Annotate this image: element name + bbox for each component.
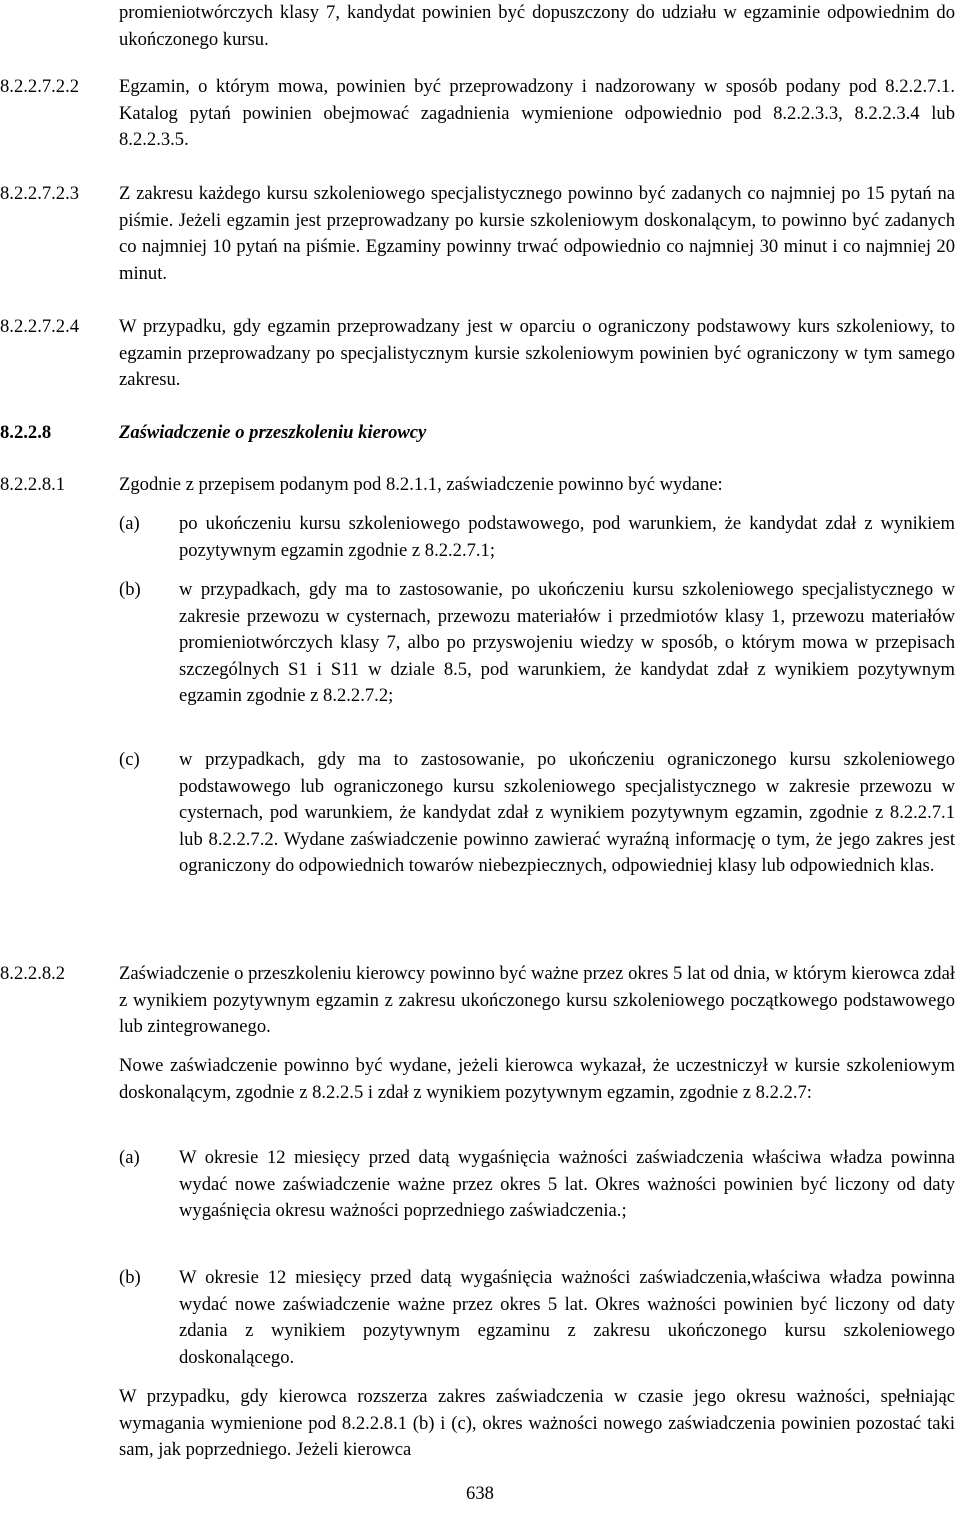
paragraph-text: Nowe zaświadczenie powinno być wydane, jeżeli kierowca wykazał, że uczestniczył w kursie szkoleniowym doskonalącym, zgodnie z 8.2.2.5 i zdał z wynikiem pozytywnym egzamin, zgodnie z 8.2.2.7: xyxy=(119,1055,955,1103)
list-item-label: (c) xyxy=(119,749,140,770)
paragraph-text: W przypadku, gdy kierowca rozszerza zakres zaświadczenia w czasie jego okresu ważności, spełniając wymagania wymienione pod 8.2.2.8.1 (b) i (c), okres ważności nowego zaświadczenia powinien pozostać taki sam, jak poprzedniego. Jeżeli kierowca xyxy=(119,1386,955,1460)
list-item-text: w przypadkach, gdy ma to zastosowanie, po ukończeniu kursu szkoleniowego specjalistycznego w zakresie przewozu w cysternach, przewozu materiałów i przedmiotów klasy 1, przewozu materiałów promieniotwórczych klasy 7, albo po przyswojeniu wiedzy w sposób, o którym mowa w przepisach szczególnych S1 i S11 w dziale 8.5, pod warunkiem, że kandydat zdał z wynikiem pozytywnym egzamin zgodnie z 8.2.2.7.2; xyxy=(179,579,955,706)
section-number: 8.2.2.8 xyxy=(0,422,52,443)
section-text: Zgodnie z przepisem podanym pod 8.2.1.1, zaświadczenie powinno być wydane: xyxy=(119,474,723,495)
section-number: 8.2.2.8.2 xyxy=(0,963,66,984)
list-item-label: (b) xyxy=(119,1267,141,1288)
section-number: 8.2.2.7.2.3 xyxy=(0,183,80,204)
section-text: W przypadku, gdy egzamin przeprowadzany jest w oparciu o ograniczony podstawowy kurs szkoleniowy, to egzamin przeprowadzany po specjalistycznym kursie szkoleniowym powinien być ograniczony w tym samego zakresu. xyxy=(119,316,955,390)
list-item-text: po ukończeniu kursu szkoleniowego podstawowego, pod warunkiem, że kandydat zdał z wynikiem pozytywnym egzamin zgodnie z 8.2.2.7.1; xyxy=(179,513,955,561)
paragraph-text: promieniotwórczych klasy 7, kandydat powinien być dopuszczony do udziału w egzaminie odpowiednim do ukończonego kursu. xyxy=(119,2,955,50)
section-text: Zaświadczenie o przeszkoleniu kierowcy powinno być ważne przez okres 5 lat od dnia, w którym kierowca zdał z wynikiem pozytywnym egzamin z zakresu ukończonego kursu szkoleniowego początkowego podstawowego lub zintegrowanego. xyxy=(119,963,955,1037)
page-number: 638 xyxy=(466,1483,494,1504)
list-item-label: (b) xyxy=(119,579,141,600)
section-number: 8.2.2.7.2.4 xyxy=(0,316,80,337)
list-item-label: (a) xyxy=(119,1147,140,1168)
section-heading: Zaświadczenie o przeszkoleniu kierowcy xyxy=(119,422,427,443)
list-item-label: (a) xyxy=(119,513,140,534)
section-text: Egzamin, o którym mowa, powinien być przeprowadzony i nadzorowany w sposób podany pod 8.2.2.7.1. Katalog pytań powinien obejmować zagadnienia wymienione odpowiednio pod 8.2.2.3.3, 8.2.2.3.4 lub 8.2.2.3.5. xyxy=(119,76,955,150)
list-item-text: W okresie 12 miesięcy przed datą wygaśnięcia ważności zaświadczenia,właściwa władza powinna wydać nowe zaświadczenie ważne przez okres 5 lat. Okres ważności powinien być liczony od daty zdania z wynikiem pozytywnym egzaminu z zakresu ukończonego kursu szkoleniowego doskonalącego. xyxy=(179,1267,955,1368)
section-text: Z zakresu każdego kursu szkoleniowego specjalistycznego powinno być zadanych co najmniej po 15 pytań na piśmie. Jeżeli egzamin jest przeprowadzany po kursie szkoleniowym doskonalącym, to powinno być zadanych co najmniej 10 pytań na piśmie. Egzaminy powinny trwać odpowiednio co najmniej 30 minut i co najmniej 20 minut. xyxy=(119,183,955,284)
section-number: 8.2.2.7.2.2 xyxy=(0,76,80,97)
list-item-text: w przypadkach, gdy ma to zastosowanie, po ukończeniu ograniczonego kursu szkoleniowego podstawowego lub ograniczonego kursu szkoleniowego specjalistycznego w zakresie przewozu w cysternach, pod warunkiem, że kandydat zdał z wynikiem pozytywnym egzamin, zgodnie z 8.2.2.7.1 lub 8.2.2.7.2. Wydane zaświadczenie powinno zawierać wyraźną informację o tym, że jego zakres jest ograniczony do odpowiednich towarów niebezpiecznych, odpowiedniej klasy lub odpowiednich klas. xyxy=(179,749,955,876)
section-number: 8.2.2.8.1 xyxy=(0,474,66,495)
list-item-text: W okresie 12 miesięcy przed datą wygaśnięcia ważności zaświadczenia właściwa władza powinna wydać nowe zaświadczenie ważne przez okres 5 lat. Okres ważności powinien być liczony od daty wygaśnięcia okresu ważności poprzedniego zaświadczenia.; xyxy=(179,1147,955,1221)
